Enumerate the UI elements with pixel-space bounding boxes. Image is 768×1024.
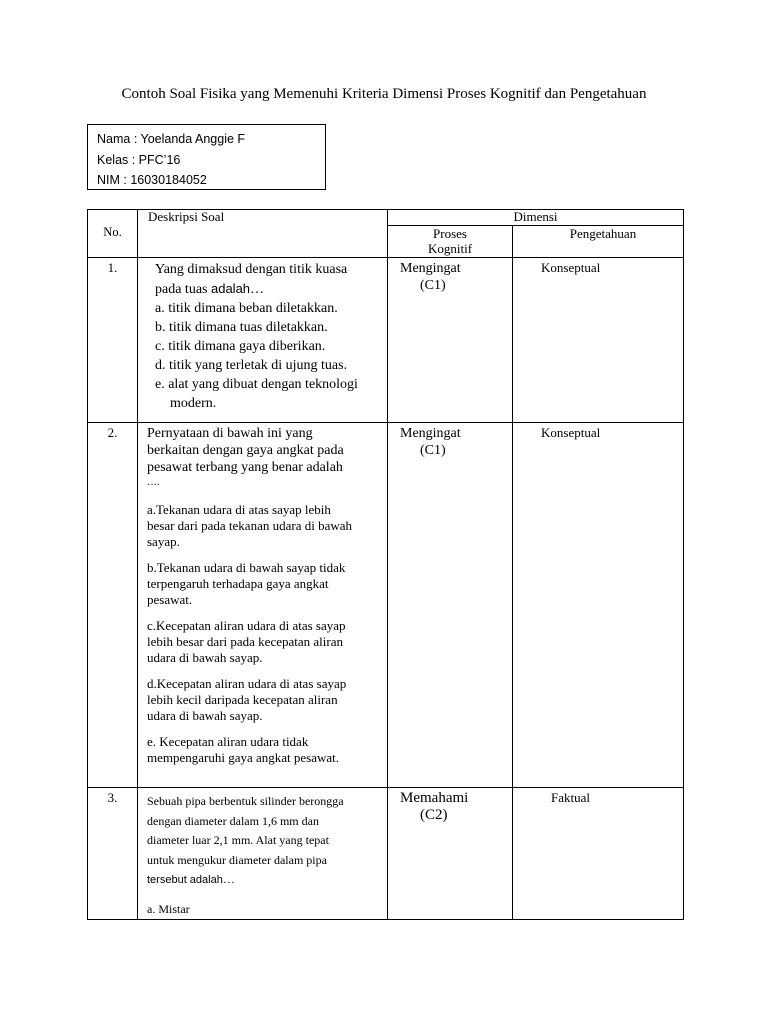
stem-word: adalah	[210, 281, 251, 296]
question-table	[87, 209, 684, 920]
table-row	[88, 258, 684, 423]
stem-dots: …	[222, 872, 235, 886]
table-row	[88, 788, 684, 920]
knowledge-dimension: Konseptual	[513, 423, 684, 788]
process-name: Mengingat	[400, 426, 461, 441]
question-stem-line: Yang dimaksud dengan titik kuasa	[155, 262, 348, 277]
answer-option-text: e. alat yang dibuat dengan teknologi	[155, 377, 358, 392]
answer-option: a. Mistar	[147, 901, 190, 916]
answer-option-line: mempengaruhi gaya angkat pesawat.	[147, 750, 340, 765]
answer-option-line: a.Tekanan udara di atas sayap lebih	[147, 502, 331, 517]
row-number: 1.	[88, 258, 138, 423]
answer-option: c. titik dimana gaya diberikan.	[155, 339, 326, 354]
student-class: Kelas : PFC’16	[97, 152, 181, 167]
answer-option-continuation: modern.	[170, 396, 217, 411]
process-name: Memahami	[400, 790, 469, 806]
question-stem-line: dengan diameter dalam 1,6 mm dan	[147, 813, 319, 828]
header-dimensi: Dimensi	[388, 210, 684, 226]
answer-option-line: sayap.	[147, 534, 180, 549]
question-description	[138, 258, 388, 423]
table-row	[88, 423, 684, 788]
process-name: Mengingat	[400, 261, 461, 276]
answer-option-line: udara di bawah sayap.	[147, 650, 263, 665]
answer-option-line: udara di bawah sayap.	[147, 708, 263, 723]
cognitive-process	[388, 788, 513, 920]
answer-option-line: d.Kecepatan aliran udara di atas sayap	[147, 676, 347, 691]
header-proses-line1: Proses	[433, 226, 467, 241]
cognitive-process	[388, 258, 513, 423]
question-stem-line	[155, 279, 379, 299]
student-nim: NIM : 16030184052	[97, 173, 207, 187]
answer-option: d. titik yang terletak di ujung tuas.	[155, 358, 348, 373]
header-proses-kognitif	[388, 226, 513, 258]
header-no: No.	[88, 210, 138, 258]
answer-option	[147, 676, 381, 724]
question-description	[138, 788, 388, 920]
header-pengetahuan: Pengetahuan	[513, 226, 684, 258]
row-number: 3.	[88, 788, 138, 920]
student-identity-box	[87, 124, 326, 190]
question-stem-line: diameter luar 2,1 mm. Alat yang tepat	[147, 833, 329, 847]
answer-option-line: besar dari pada tekanan udara di bawah	[147, 518, 353, 533]
stem-dots: ….	[147, 477, 160, 488]
answer-option-line: lebih besar dari pada kecepatan aliran	[147, 634, 343, 649]
question-stem-line: Sebuah pipa berbentuk silinder berongga	[147, 794, 344, 808]
answer-option	[147, 618, 381, 666]
process-code: (C2)	[420, 807, 448, 823]
stem-text: tersebut adalah	[147, 874, 223, 886]
student-name: Nama : Yoelanda Anggie F	[97, 132, 246, 146]
question-stem-line: berkaitan dengan gaya angkat pada	[147, 443, 344, 458]
question-stem-line: Pernyataan di bawah ini yang	[147, 426, 313, 441]
stem-text: pada tuas	[155, 282, 208, 297]
header-proses-line2: Kognitif	[427, 241, 473, 256]
process-code: (C1)	[420, 278, 446, 293]
stem-dots: …	[250, 282, 265, 297]
question-stem-line: untuk mengukur diameter dalam pipa	[147, 852, 327, 867]
knowledge-dimension: Konseptual	[513, 258, 684, 423]
answer-option: a. titik dimana beban diletakkan.	[155, 301, 338, 316]
answer-option: b. titik dimana tuas diletakkan.	[155, 320, 328, 335]
row-number: 2.	[88, 423, 138, 788]
answer-option-line: terpengaruh terhadapa gaya angkat	[147, 576, 329, 591]
answer-option-line: b.Tekanan udara di bawah sayap tidak	[147, 560, 346, 575]
question-stem-line	[147, 870, 381, 891]
answer-option-line: c.Kecepatan aliran udara di atas sayap	[147, 618, 346, 633]
knowledge-dimension: Faktual	[513, 788, 684, 920]
document-title: Contoh Soal Fisika yang Memenuhi Kriteria Dimensi Proses Kognitif dan Pengetahuan	[121, 86, 647, 102]
question-stem-line: pesawat terbang yang benar adalah	[147, 460, 343, 475]
answer-option-line: pesawat.	[147, 592, 193, 607]
question-description	[138, 423, 388, 788]
answer-option	[147, 560, 381, 608]
answer-option-line: lebih kecil daripada kecepatan aliran	[147, 692, 338, 707]
cognitive-process	[388, 423, 513, 788]
answer-option-line: e. Kecepatan aliran udara tidak	[147, 734, 309, 749]
answer-option	[147, 734, 381, 766]
answer-option	[147, 502, 381, 550]
process-code: (C1)	[420, 443, 446, 458]
header-deskripsi: Deskripsi Soal	[138, 210, 388, 258]
answer-option	[155, 375, 379, 413]
